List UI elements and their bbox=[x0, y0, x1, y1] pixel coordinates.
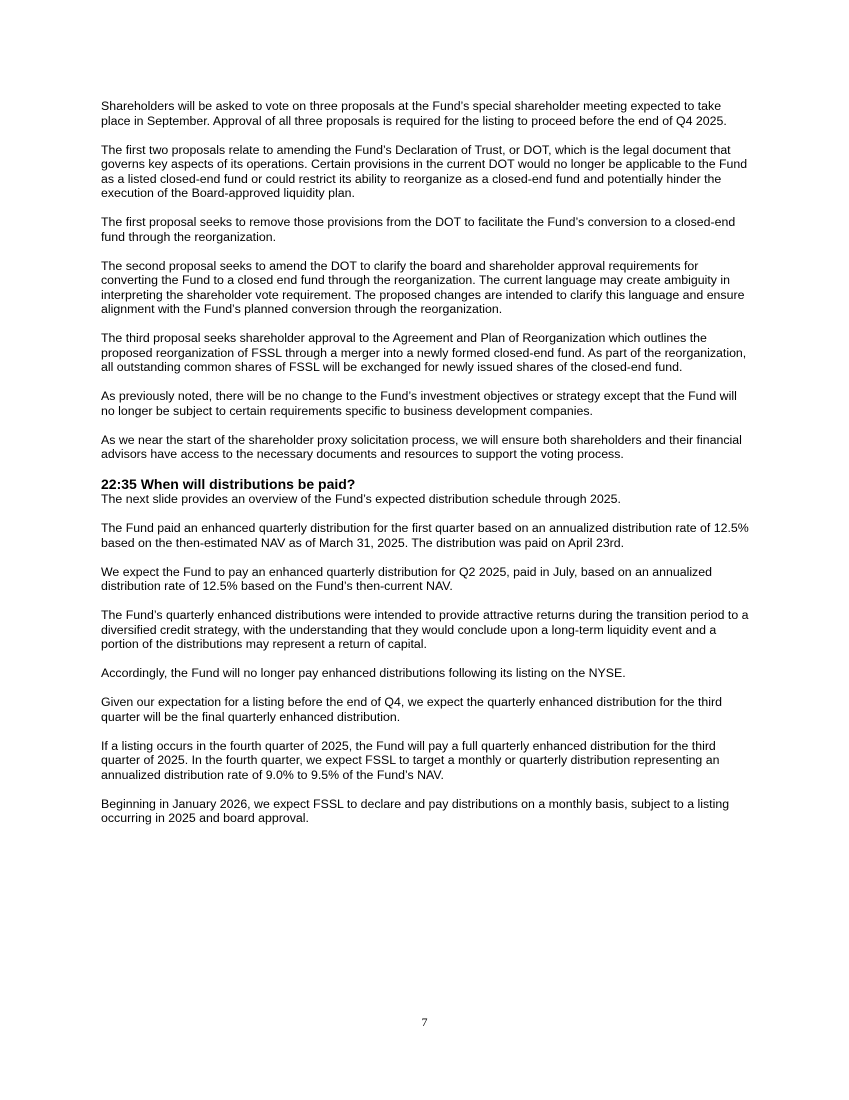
paragraph-third-proposal: The third proposal seeks shareholder approval to the Agreement and Plan of Reorganization which outlines the proposed reorganization of FSSL through a merger into a newly formed closed-end fund. As part of the reorganization, all outstanding common shares of FSSL will be exchanged for newly issued shares of the closed-end fund. bbox=[101, 331, 747, 374]
paragraph-investment-objectives: As previously noted, there will be no change to the Fund’s investment objectives or strategy except that the Fund will no longer be subject to certain requirements specific to business development companies. bbox=[101, 389, 737, 418]
paragraph-q3-final-distribution: Given our expectation for a listing before the end of Q4, we expect the quarterly enhanced distribution for the third quarter will be the final quarterly enhanced distribution. bbox=[101, 695, 722, 724]
paragraph-first-proposal: The first proposal seeks to remove those provisions from the DOT to facilitate the Fund’s conversion to a closed-end fund through the reorganization. bbox=[101, 215, 736, 244]
page-number: 7 bbox=[421, 1015, 428, 1029]
page-body bbox=[101, 99, 753, 840]
paragraph-q4-listing: If a listing occurs in the fourth quarter of 2025, the Fund will pay a full quarterly enhanced distribution for the third quarter of 2025. In the fourth quarter, we expect FSSL to target a monthly or quarterly distribution representing an annualized distribution rate of 9.0% to 9.5% of the Fund’s NAV. bbox=[101, 738, 720, 782]
section-heading-distributions: 22:35 When will distributions be paid? bbox=[101, 476, 356, 492]
paragraph-dot-proposals: The first two proposals relate to amending the Fund’s Declaration of Trust, or DOT, which is the legal document that governs key aspects of its operations. Certain provisions in the current DOT would no longer be applicable to the Fund as a listed closed-end fund or could restrict its ability to reorganize as a closed-end fund and potentially hinder the execution of the Board-approved liquidity plan. bbox=[101, 142, 748, 200]
paragraph-nyse-listing: Accordingly, the Fund will no longer pay enhanced distributions following its listing on the NYSE. bbox=[101, 666, 626, 680]
paragraph-distribution-overview: The next slide provides an overview of the Fund’s expected distribution schedule through 2025. bbox=[101, 492, 621, 506]
paragraph-q1-distribution: The Fund paid an enhanced quarterly distribution for the first quarter based on an annualized distribution rate of 12.5% based on the then-estimated NAV as of March 31, 2025. The distribution was paid on April 23rd. bbox=[101, 521, 749, 550]
paragraph-second-proposal: The second proposal seeks to amend the DOT to clarify the board and shareholder approval requirements for converting the Fund to a closed end fund through the reorganization. The current language may create ambiguity in interpreting the shareholder vote requirement. The proposed changes are intended to clarify this language and ensure alignment with the Fund’s planned conversion through the reorganization. bbox=[101, 258, 745, 316]
paragraph-proxy-solicitation: As we near the start of the shareholder proxy solicitation process, we will ensure both shareholders and their financial advisors have access to the necessary documents and resources to support the voting process. bbox=[101, 432, 742, 461]
paragraph-q2-distribution: We expect the Fund to pay an enhanced quarterly distribution for Q2 2025, paid in July, based on an annualized distribution rate of 12.5% based on the Fund’s then-current NAV. bbox=[101, 564, 712, 593]
paragraph-shareholder-vote: Shareholders will be asked to vote on three proposals at the Fund’s special shareholder meeting expected to take place in September. Approval of all three proposals is required for the listing to proceed before the end of Q4 2025. bbox=[101, 99, 727, 128]
paragraph-monthly-distributions: Beginning in January 2026, we expect FSSL to declare and pay distributions on a monthly basis, subject to a listing occurring in 2025 and board approval. bbox=[101, 796, 730, 825]
paragraph-enhanced-distributions-purpose: The Fund’s quarterly enhanced distributions were intended to provide attractive returns during the transition period to a diversified credit strategy, with the understanding that they would conclude upon a long-term liquidity event and a portion of the distributions may represent a return of capital. bbox=[101, 608, 749, 651]
